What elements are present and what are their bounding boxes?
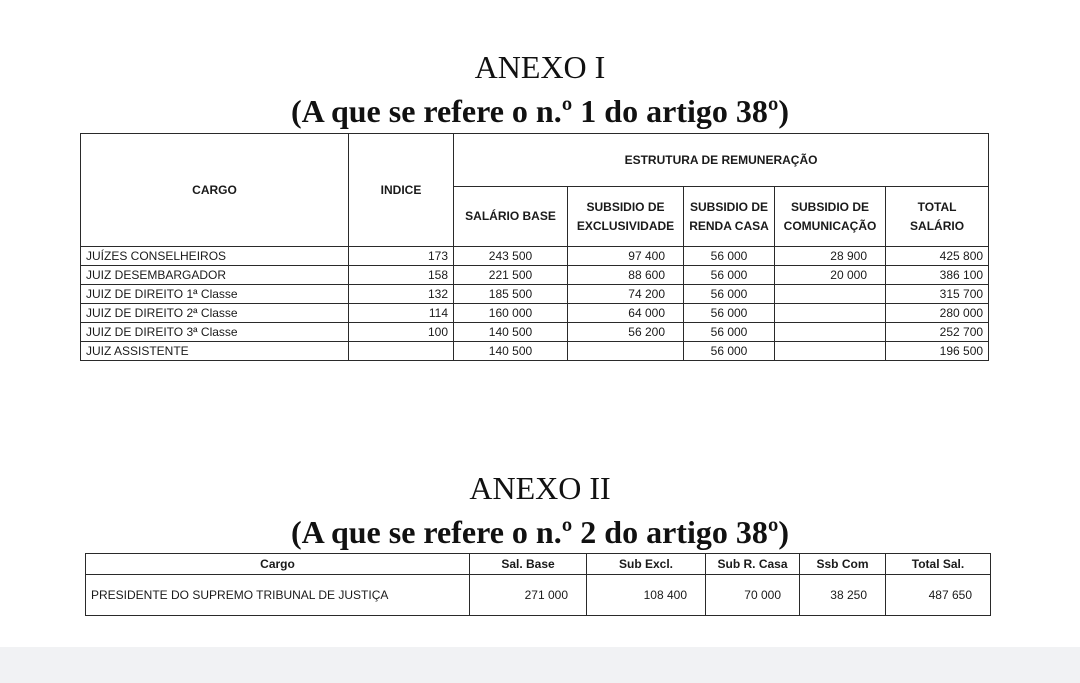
- cell-indice: [349, 342, 454, 361]
- cell-ssb-com: 38 250: [800, 575, 886, 616]
- cell-sub-com: 28 900: [775, 247, 886, 266]
- header-subsidio-renda: [684, 187, 775, 247]
- table-row: [81, 323, 989, 342]
- cell-sub-com: 20 000: [775, 266, 886, 285]
- cell-cargo: JUIZ ASSISTENTE: [81, 342, 349, 361]
- table-row: [81, 247, 989, 266]
- anexo2-title: ANEXO II: [469, 470, 611, 506]
- anexo1-subtitle: (A que se refere o n.º 1 do artigo 38º): [290, 93, 790, 129]
- header-total-salario: [886, 187, 989, 247]
- header-line: TOTAL: [917, 199, 957, 214]
- cell-indice: 158: [349, 266, 454, 285]
- bottom-bar: [0, 647, 1080, 683]
- cell-cargo: PRESIDENTE DO SUPREMO TRIBUNAL DE JUSTIÇA: [86, 575, 470, 616]
- cell-salario-base: 243 500: [454, 247, 568, 266]
- header-ssb-com: Ssb Com: [800, 554, 886, 575]
- cell-total: 196 500: [886, 342, 989, 361]
- anexo1-title: ANEXO I: [474, 49, 606, 85]
- cell-sub-com: [775, 342, 886, 361]
- cell-sub-renda: 56 000: [684, 304, 775, 323]
- cell-sub-renda: 56 000: [684, 266, 775, 285]
- cell-cargo: JUÍZES CONSELHEIROS: [81, 247, 349, 266]
- header-estrutura: ESTRUTURA DE REMUNERAÇÃO: [454, 134, 989, 187]
- header-sub-r-casa: Sub R. Casa: [706, 554, 800, 575]
- cell-total: 280 000: [886, 304, 989, 323]
- cell-sub-excl: 56 200: [568, 323, 684, 342]
- cell-salario-base: 140 500: [454, 342, 568, 361]
- cell-sub-com: [775, 285, 886, 304]
- cell-sub-renda: 56 000: [684, 285, 775, 304]
- table-row: [86, 575, 991, 616]
- cell-sal-base: 271 000: [470, 575, 587, 616]
- cell-sub-renda: 56 000: [684, 323, 775, 342]
- cell-salario-base: 140 500: [454, 323, 568, 342]
- table-row: [81, 304, 989, 323]
- table-row: [81, 342, 989, 361]
- header-cargo: Cargo: [86, 554, 470, 575]
- header-line: SUBSIDIO DE: [586, 199, 665, 214]
- cell-sub-r-casa: 70 000: [706, 575, 800, 616]
- cell-indice: 114: [349, 304, 454, 323]
- cell-sub-excl: 74 200: [568, 285, 684, 304]
- header-subsidio-exclusividade: [568, 187, 684, 247]
- anexo2-table: [85, 553, 991, 616]
- cell-sub-excl: 108 400: [587, 575, 706, 616]
- cell-total: 425 800: [886, 247, 989, 266]
- header-salario-base: SALÁRIO BASE: [454, 187, 568, 247]
- header-line: SALÁRIO: [910, 218, 965, 233]
- cell-sub-excl: 88 600: [568, 266, 684, 285]
- header-line: EXCLUSIVIDADE: [576, 218, 675, 233]
- cell-sub-excl: 64 000: [568, 304, 684, 323]
- cell-cargo: JUIZ DE DIREITO 2ª Classe: [81, 304, 349, 323]
- header-indice: INDICE: [349, 134, 454, 247]
- cell-sub-renda: 56 000: [684, 247, 775, 266]
- cell-total: 252 700: [886, 323, 989, 342]
- cell-salario-base: 221 500: [454, 266, 568, 285]
- header-line: SUBSIDIO DE: [689, 199, 768, 214]
- cell-salario-base: 185 500: [454, 285, 568, 304]
- cell-total-sal: 487 650: [886, 575, 991, 616]
- header-sub-excl: Sub Excl.: [587, 554, 706, 575]
- cell-cargo: JUIZ DE DIREITO 1ª Classe: [81, 285, 349, 304]
- header-line: COMUNICAÇÃO: [783, 218, 877, 233]
- cell-indice: 132: [349, 285, 454, 304]
- cell-sub-excl: [568, 342, 684, 361]
- table-row: [81, 266, 989, 285]
- cell-sub-renda: 56 000: [684, 342, 775, 361]
- cell-sub-com: [775, 323, 886, 342]
- cell-cargo: JUIZ DE DIREITO 3ª Classe: [81, 323, 349, 342]
- header-subsidio-comunicacao: [775, 187, 886, 247]
- cell-sub-com: [775, 304, 886, 323]
- cell-total: 386 100: [886, 266, 989, 285]
- cell-sub-excl: 97 400: [568, 247, 684, 266]
- cell-indice: 173: [349, 247, 454, 266]
- cell-total: 315 700: [886, 285, 989, 304]
- table-row: [81, 285, 989, 304]
- header-total-sal: Total Sal.: [886, 554, 991, 575]
- cell-salario-base: 160 000: [454, 304, 568, 323]
- header-sal-base: Sal. Base: [470, 554, 587, 575]
- anexo1-table: [80, 133, 989, 361]
- header-cargo: CARGO: [81, 134, 349, 247]
- header-line: RENDA CASA: [689, 218, 769, 233]
- anexo2-subtitle: (A que se refere o n.º 2 do artigo 38º): [290, 514, 790, 550]
- cell-indice: 100: [349, 323, 454, 342]
- header-line: SUBSIDIO DE: [790, 199, 869, 214]
- cell-cargo: JUIZ DESEMBARGADOR: [81, 266, 349, 285]
